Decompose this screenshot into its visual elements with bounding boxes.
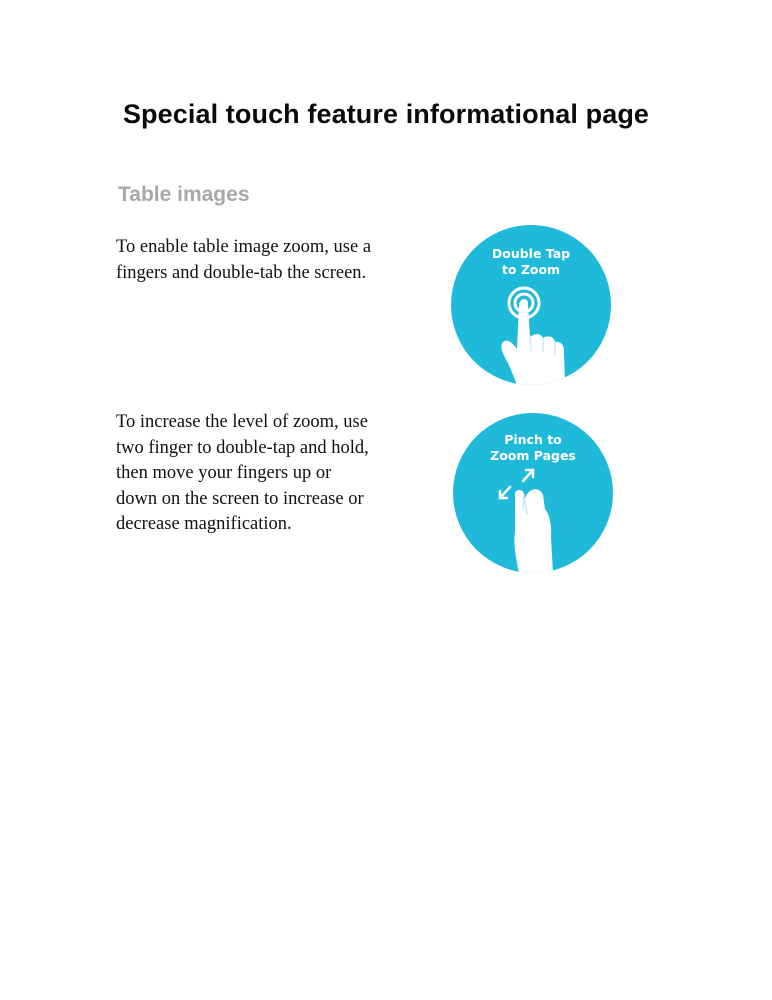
section-heading: Table images bbox=[118, 183, 250, 206]
double-tap-illustration bbox=[451, 225, 611, 385]
double-tap-hand-icon bbox=[451, 225, 611, 385]
pinch-zoom-caption-line-1: Pinch to bbox=[504, 432, 562, 447]
double-tap-caption-line-2: to Zoom bbox=[501, 261, 561, 277]
instruction-double-tap: To enable table image zoom, use a fingers and double-tab the screen. bbox=[116, 237, 372, 283]
pinch-zoom-hand-icon bbox=[453, 413, 613, 573]
pinch-zoom-caption-line-2: Zoom Pages bbox=[490, 447, 576, 463]
page-title: Special touch feature informational page bbox=[122, 99, 650, 129]
instruction-pinch-zoom: To increase the level of zoom, use two finger to double-tap and hold, then move your fingers up or down on the screen to increase or decrease magnification. bbox=[116, 412, 369, 534]
double-tap-caption-line-1: Double Tap bbox=[491, 246, 571, 261]
pinch-zoom-illustration bbox=[453, 413, 613, 573]
